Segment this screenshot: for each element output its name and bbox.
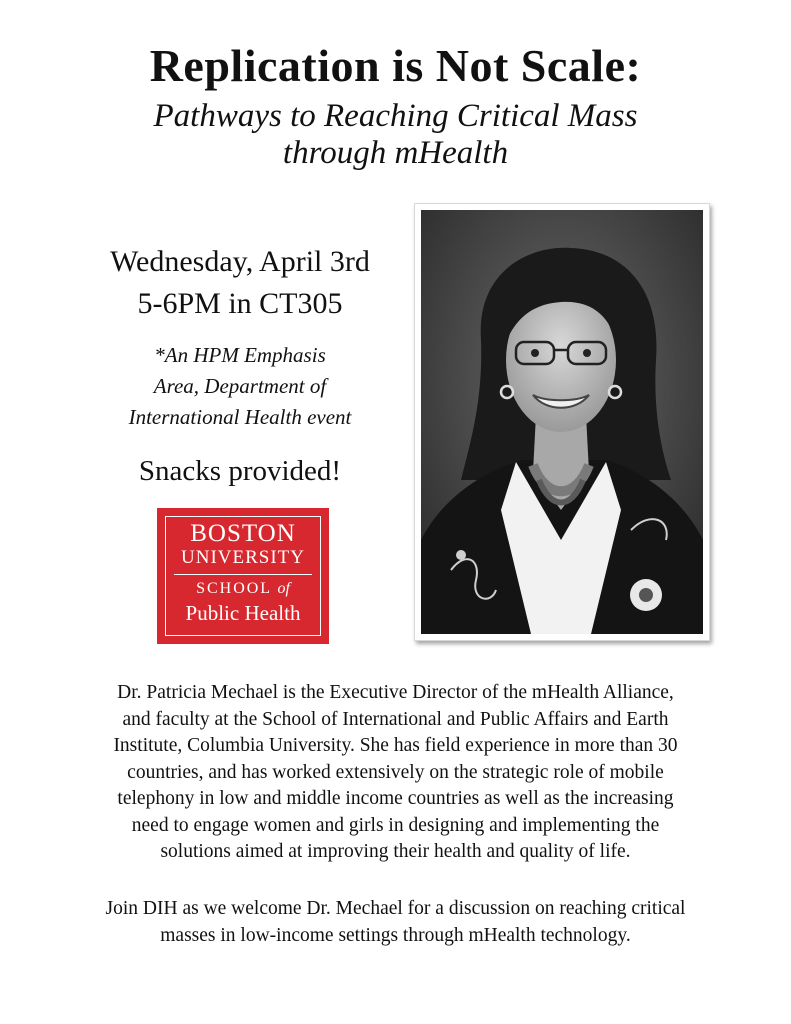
emphasis-line-1: *An HPM Emphasis <box>154 343 326 367</box>
logo-of-word: of <box>277 580 290 597</box>
logo-divider <box>174 574 312 575</box>
subtitle-line-1: Pathways to Reaching Critical Mass <box>153 98 638 134</box>
event-emphasis-note <box>90 340 390 433</box>
bu-sph-logo <box>157 508 329 644</box>
join-line-1: Join DIH as we welcome Dr. Mechael for a discussion on reaching critical <box>105 898 686 919</box>
emphasis-line-3: International Health event <box>128 405 352 429</box>
bio-line: need to engage women and girls in designing and implementing the <box>131 814 660 836</box>
snacks-note: Snacks provided! <box>138 455 342 487</box>
logo-school-word: SCHOOL <box>196 580 272 597</box>
flyer-subtitle <box>0 98 791 172</box>
logo-line-boston: BOSTON <box>190 520 296 547</box>
emphasis-line-2: Area, Department of <box>153 374 327 398</box>
bio-line: telephony in low and middle income countries as well as the increasing <box>117 788 674 809</box>
speaker-photo-frame <box>414 203 710 641</box>
bio-line: and faculty at the School of International and Public Affairs and Earth <box>122 708 669 730</box>
join-line-2: masses in low-income settings through mHealth technology. <box>160 924 631 946</box>
bio-line: countries, and has worked extensively on the strategic role of mobile <box>127 761 664 783</box>
join-invitation <box>30 896 761 949</box>
logo-line-school <box>166 579 320 599</box>
logo-line-public-health: Public Health <box>185 601 301 625</box>
bio-line: Dr. Patricia Mechael is the Executive Director of the mHealth Alliance, <box>117 682 674 703</box>
bio-line: solutions aimed at improving their health and quality of life. <box>160 841 631 862</box>
speaker-bio <box>40 680 751 866</box>
flyer-title: Replication is Not Scale: <box>149 40 642 91</box>
speaker-portrait-image <box>421 210 703 634</box>
event-date: Wednesday, April 3rd <box>110 245 370 278</box>
logo-border <box>165 516 321 636</box>
bio-line: Institute, Columbia University. She has field experience in more than 30 <box>113 735 678 756</box>
logo-line-university: UNIVERSITY <box>181 547 305 568</box>
subtitle-line-2: through mHealth <box>282 135 509 171</box>
event-time-location: 5-6PM in CT305 <box>137 287 343 320</box>
speaker-photo <box>421 210 703 634</box>
